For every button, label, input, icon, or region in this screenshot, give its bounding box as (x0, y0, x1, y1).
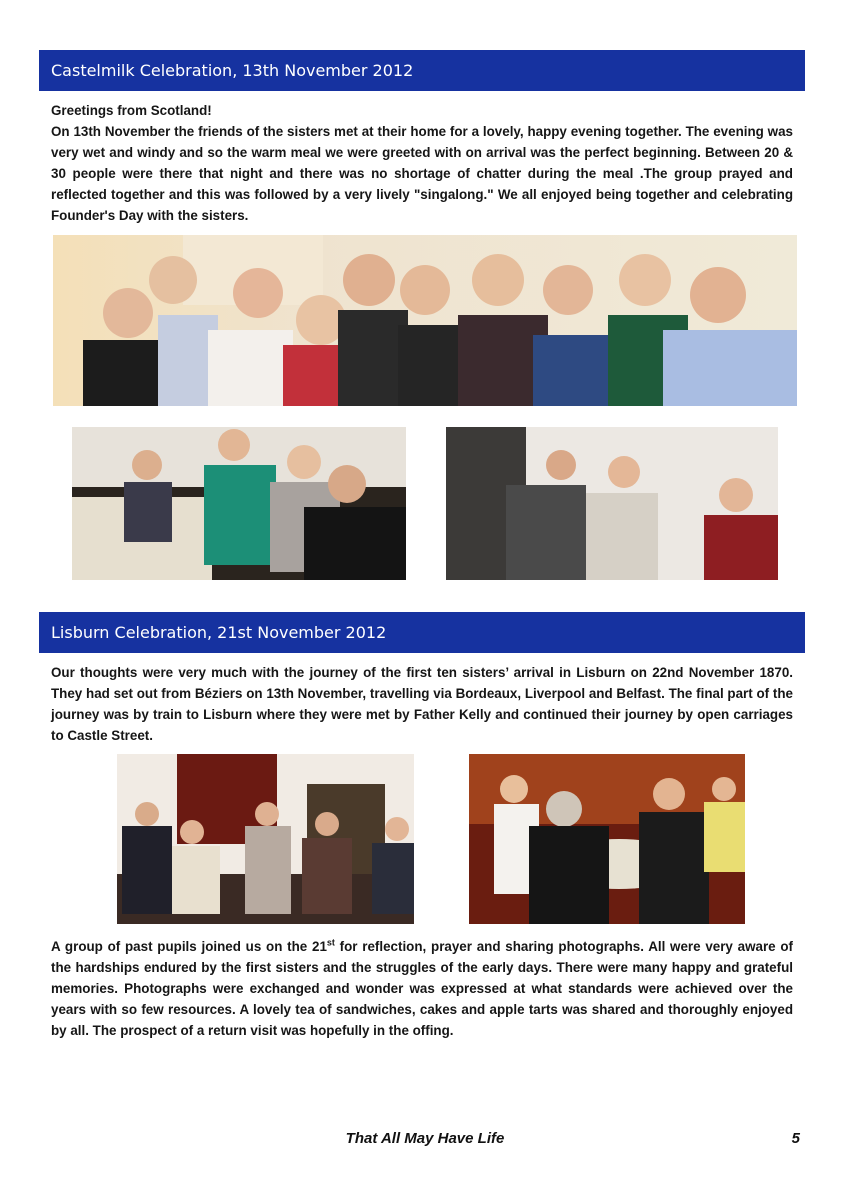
photo-room-group (446, 427, 778, 580)
section-heading-lisburn: Lisburn Celebration, 21st November 2012 (39, 612, 805, 653)
lisburn-intro-text (51, 662, 793, 746)
castlemilk-paragraph: On 13th November the friends of the sisters met at their home for a lovely, happy evening together. The evening was very wet and windy and so the warm meal we were greeted with on arrival was the perfect beginning. Between 20 & 30 people were there that night and there was no shortage of chatter during the meal .The group prayed and reflected together and this was followed by a very lively "singalong." We all enjoyed being together and celebrating Founder's Day with the sisters. (51, 124, 793, 223)
lisburn-body-text (51, 936, 793, 1041)
lisburn-intro-paragraph: Our thoughts were very much with the journey of the first ten sisters’ arrival in Lisburn on 22nd November 1870. They had set out from Béziers on 13th November, travelling via Bordeaux, Liverpool and Belfast. The final part of the journey was by train to Lisburn where they were met by Father Kelly and continued their journey by open carriages to Castle Street. (51, 665, 793, 743)
lisburn-body-rest: for reflection, prayer and sharing photographs. All were very aware of the hardships endured by the first sisters and the struggles of the early days. There were many happy and grateful memories. Photographs were exchanged and wonder was expressed at what standards were achieved over the years with so few resources. A lovely tea of sandwiches, cakes and apple tarts was shared and thoroughly enjoyed by all. The prospect of a return visit was hopefully in the offing. (51, 939, 794, 1038)
photo-lisburn-tea (469, 754, 745, 924)
page-number: 5 (791, 1130, 800, 1147)
greeting-line: Greetings from Scotland! (51, 103, 212, 118)
group-photo-castlemilk (53, 235, 797, 406)
photo-sofa-group (72, 427, 406, 580)
photo-lisburn-group (117, 754, 414, 924)
section-heading-castlemilk: Castelmilk Celebration, 13th November 2012 (39, 50, 805, 91)
castlemilk-text (51, 100, 793, 226)
ordinal-suffix: st (326, 937, 335, 948)
lisburn-body-paragraph (51, 936, 793, 1041)
lisburn-body-start: A group of past pupils joined us on the 21 (51, 939, 327, 954)
footer-title: That All May Have Life (345, 1130, 505, 1147)
